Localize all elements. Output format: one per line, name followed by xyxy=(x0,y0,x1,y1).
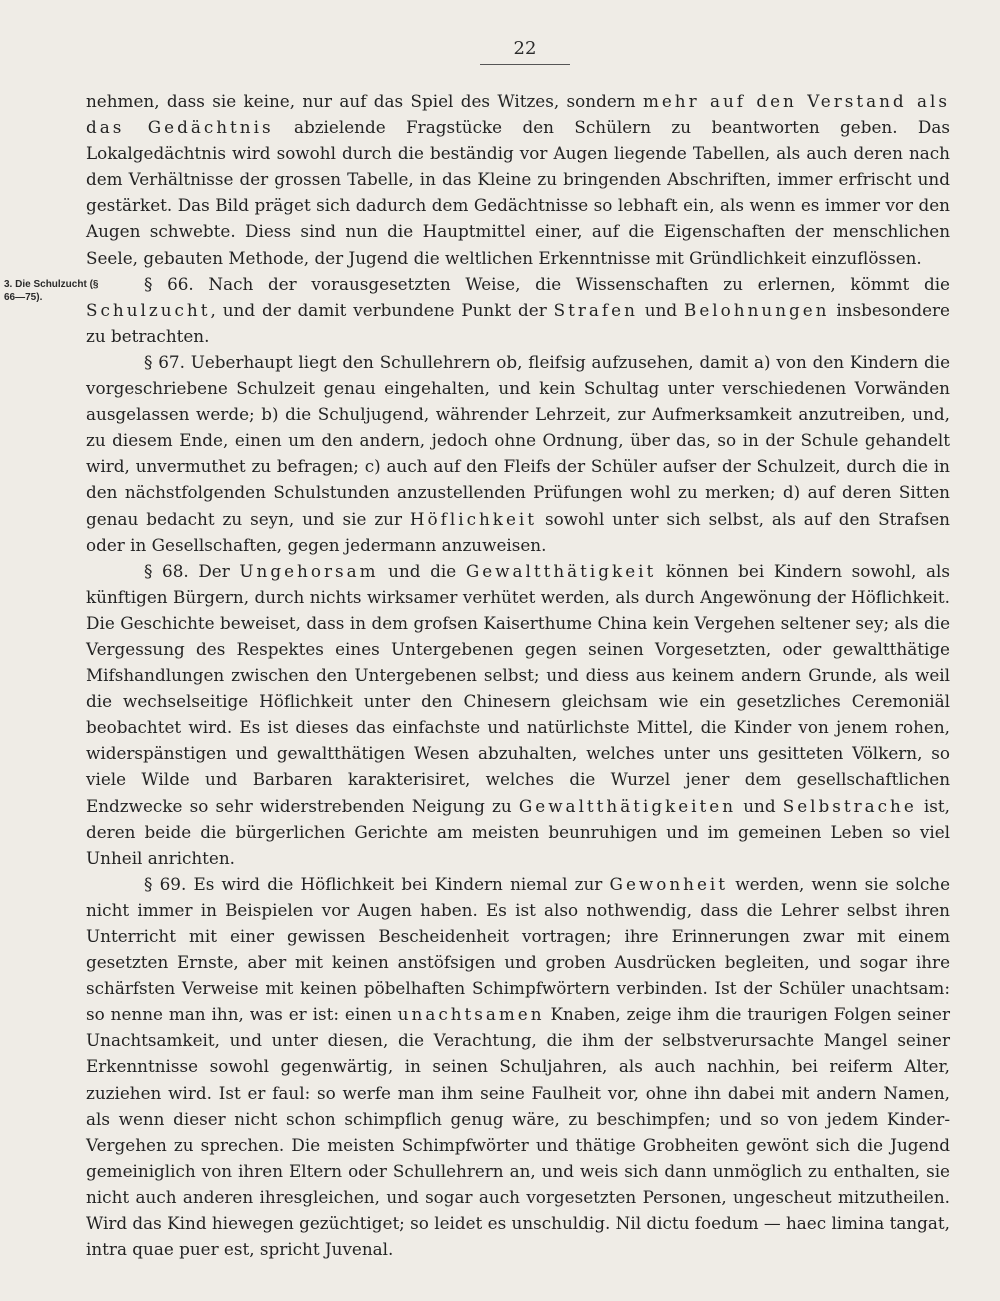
spaced-emphasis: Höflichkeit xyxy=(409,508,538,529)
text-run: werden, wenn sie solche nicht immer in Beispielen vor Augen haben. Es ist also nothwendig, dass die Lehrer selbst ihren Unterricht mit einer gewissen Bescheidenheit vortragen; ihre Erinnerungen zwar mit einem gesetzten Ernste, aber mit keinen anstöfsigen und groben Ausdrücken begleiten, und sogar ihre schärfsten Verweise mit keinen pöbelhaften Schimpfwörtern verbinden. Ist der Schüler unachtsam: so nenne man ihn, was er ist: einen xyxy=(86,873,950,1025)
page-number: 22 xyxy=(513,38,537,59)
text-run: Knaben, zeige ihm die traurigen Folgen seiner Unachtsamkeit, und unter diesen, die Verachtung, die ihm der selbstverursachte Mangel seiner Erkenntnisse sowohl gegenwärtig, in seinen Schuljahren, als auch nachhin, bei reiferm Alter, zuziehen wird. Ist er faul: so werfe man ihm seine Faulheit vor, ohne ihn dabei mit andern Namen, als wenn dieser nicht schon schimpflich genug wäre, zu beschimpfen; und so von jedem Kinder-Vergehen zu sprechen. Die meisten Schimpfwörter und thätige Grobheiten gewönt sich die Jugend gemeiniglich von ihren Eltern oder Schullehrern an, und weis sich dann unmöglich zu enthalten, sie nicht auch anderen ihresgleichen, und sogar auch vorgesetzten Personen, ungescheut mitzutheilen. Wird das Kind hiewegen gezüchtiget; so leidet es unschuldig. Nil dictu foedum — haec limina tangat, intra quae puer est, spricht Juvenal. xyxy=(86,1004,951,1260)
text-run: abzielende Fragstücke den Schülern zu beantworten geben. Das Lokalgedächtnis wird sowohl durch die beständig vor Augen liegende Tabellen, als auch deren nach dem Verhältnisse der grossen Tabelle, in das Kleine zu bringenden Abschriften, immer erfrischt und gestärket. Das Bild präget sich dadurch dem Gedächtnisse so lebhaft ein, als wenn es immer vor den Augen schwebte. Diess sind nun die Hauptmittel einer, auf die Eigenschaften der menschlichen Seele, gebauten Methode, der Jugend die weltlichen Erkenntnisse mit Gründlichkeit einzuflössen. xyxy=(86,117,950,268)
text-run: nehmen, dass sie keine, nur auf das Spiel des Witzes, sondern xyxy=(86,91,643,111)
text-run: , und der damit verbundene Punkt der xyxy=(210,299,554,320)
body-text xyxy=(86,88,950,1262)
text-run: und die xyxy=(378,560,466,581)
text-run: § 66. Nach der vorausgesetzten Weise, die Wissenschaften zu erlernen, kömmt die xyxy=(144,273,950,294)
marginal-note: 3. Die Schulzucht (§ 66—75). xyxy=(4,279,99,303)
spaced-emphasis: unachtsamen xyxy=(397,1004,545,1025)
spaced-emphasis: Belohnungen xyxy=(684,299,830,320)
paragraph-section-67 xyxy=(86,349,950,558)
text-run: § 69. Es wird die Höflichkeit bei Kindern niemal zur xyxy=(144,873,610,894)
page-number-rule xyxy=(480,64,570,65)
spaced-emphasis: mehr auf den Verstand als das Gedächtnis xyxy=(86,91,950,138)
spaced-emphasis: Gewaltthätigkeiten xyxy=(518,795,737,816)
spaced-emphasis: Selbstrache xyxy=(782,795,917,816)
text-run: und xyxy=(736,795,783,816)
text-run: sowohl unter sich selbst, als auf den Strafsen oder in Gesellschaften, gegen jedermann anzuweisen. xyxy=(86,508,950,555)
text-run: insbesondere zu betrachten. xyxy=(86,299,950,346)
spaced-emphasis: Schulzucht xyxy=(86,299,211,320)
paragraph-continuation xyxy=(86,88,950,271)
text-run: § 67. Ueberhaupt liegt den Schullehrern ob, fleifsig aufzusehen, damit a) von den Kindern die vorgeschriebene Schulzeit genau eingehalten, und kein Schultag unter verschiedenen Vorwänden ausgelassen werde; b) die Schuljugend, währender Lehrzeit, zur Aufmerksamkeit anzutreiben, und, zu diesem Ende, einen um den andern, jedoch ohne Ordnung, über das, so in der Schule gehandelt wird, unvermuthet zu befragen; c) auch auf den Fleifs der Schüler aufser der Schulzeit, durch die in den nächstfolgenden Schulstunden anzustellenden Prüfungen wohl zu merken; d) auf deren Sitten genau bedacht zu seyn, und sie zur xyxy=(86,351,950,529)
spaced-emphasis: Gewonheit xyxy=(609,873,729,894)
text-run: können bei Kindern sowohl, als künftigen Bürgern, durch nichts wirksamer verhütet werden, als durch Angewönung der Höflichkeit. Die Geschichte beweiset, dass in dem grofsen Kaiserthume China kein Vergehen seltener sey; als die Vergessung des Respektes eines Untergebenen gegen seinen Vorgesetzten, oder gewaltthätige Mifshandlungen zwischen den Untergebenen selbst; und diess aus keinem andern Grunde, als weil die wechselseitige Höflichkeit unter den Chinesern gleichsam wie ein gesetzliches Ceremoniäl beobachtet wird. Es ist dieses das einfachste und natürlichste Mittel, die Kinder von jenem rohen, widerspänstigen und gewaltthätigen Wesen abzuhalten, welches unter uns gesitteten Völkern, so viele Wilde und Barbaren karakterisiret, welches die Wurzel jener dem gesellschaftlichen Endzwecke so sehr widerstrebenden Neigung zu xyxy=(86,560,950,816)
text-run: und xyxy=(637,299,685,320)
paragraph-section-66 xyxy=(86,271,950,349)
paragraph-section-68 xyxy=(86,558,950,871)
spaced-emphasis: Strafen xyxy=(553,299,638,320)
spaced-emphasis: Gewaltthätigkeit xyxy=(465,560,657,581)
text-run: § 68. Der xyxy=(144,560,240,581)
text-run: ist, deren beide die bürgerlichen Gerichte am meisten beunruhigen und im gemeinen Leben so viel Unheil anrichten. xyxy=(86,795,950,868)
paragraph-section-69 xyxy=(86,871,950,1262)
spaced-emphasis: Ungehorsam xyxy=(239,560,379,581)
